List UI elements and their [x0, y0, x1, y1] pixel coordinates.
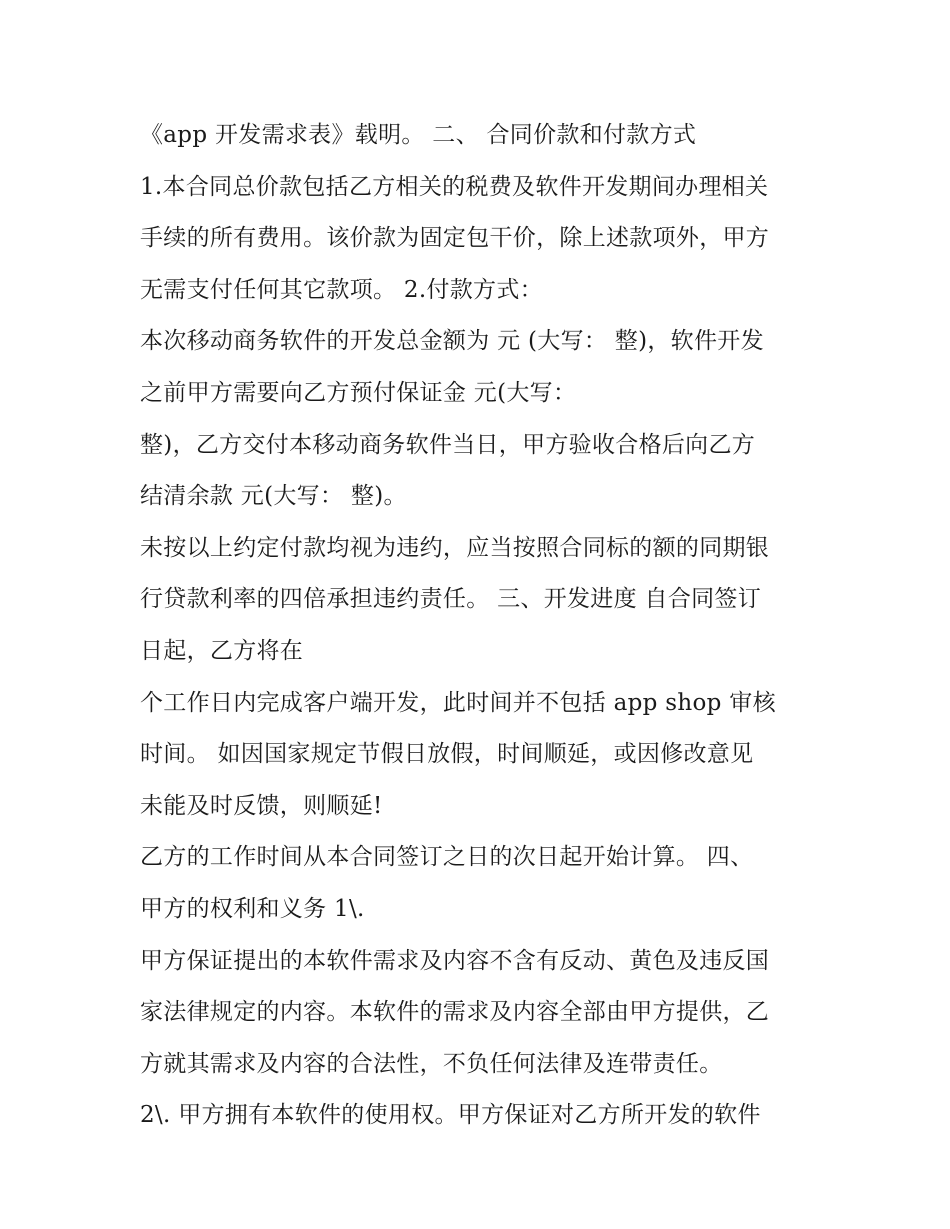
text-line: 甲方的权利和义务 1\. — [140, 895, 365, 922]
text-line: 个工作日内完成客户端开发，此时间并不包括 app shop 审核 — [140, 689, 776, 716]
text-line: 方就其需求及内容的合法性，不负任何法律及连带责任。 — [140, 1050, 723, 1077]
text-line: 《app 开发需求表》载明。 二、 合同价款和付款方式 — [140, 122, 697, 148]
text-line: 日起，乙方将在 — [140, 637, 304, 664]
text-line: 手续的所有费用。该价款为固定包干价，除上述款项外，甲方 — [140, 225, 770, 252]
text-line: 未按以上约定付款均视为违约，应当按照合同标的额的同期银 — [140, 534, 770, 561]
text-line: 整)，乙方交付本移动商务软件当日，甲方验收合格后向乙方 — [140, 431, 756, 458]
contract-body-text — [140, 110, 820, 1142]
text-line: 家法律规定的内容。本软件的需求及内容全部由甲方提供，乙 — [140, 999, 770, 1026]
text-line: 时间。 如因国家规定节假日放假，时间顺延，或因修改意见 — [140, 741, 754, 768]
text-line: 未能及时反馈，则顺延! — [140, 792, 383, 819]
text-line: 2\. 甲方拥有本软件的使用权。甲方保证对乙方所开发的软件 — [140, 1102, 761, 1129]
text-line: 行贷款利率的四倍承担违约责任。 三、开发进度 自合同签订 — [140, 586, 762, 613]
text-line: 无需支付任何其它款项。 2.付款方式： — [140, 276, 543, 303]
text-line: 本次移动商务软件的开发总金额为 元 (大写： 整)，软件开发 — [140, 328, 764, 355]
text-line: 结清余款 元(大写： 整)。 — [140, 483, 407, 510]
text-line: 1.本合同总价款包括乙方相关的税费及软件开发期间办理相关 — [140, 173, 769, 200]
text-line: 甲方保证提出的本软件需求及内容不含有反动、黄色及违反国 — [140, 947, 770, 974]
text-line: 乙方的工作时间从本合同签订之日的次日起开始计算。 四、 — [140, 844, 754, 871]
text-line: 之前甲方需要向乙方预付保证金 元(大写： — [140, 379, 577, 406]
